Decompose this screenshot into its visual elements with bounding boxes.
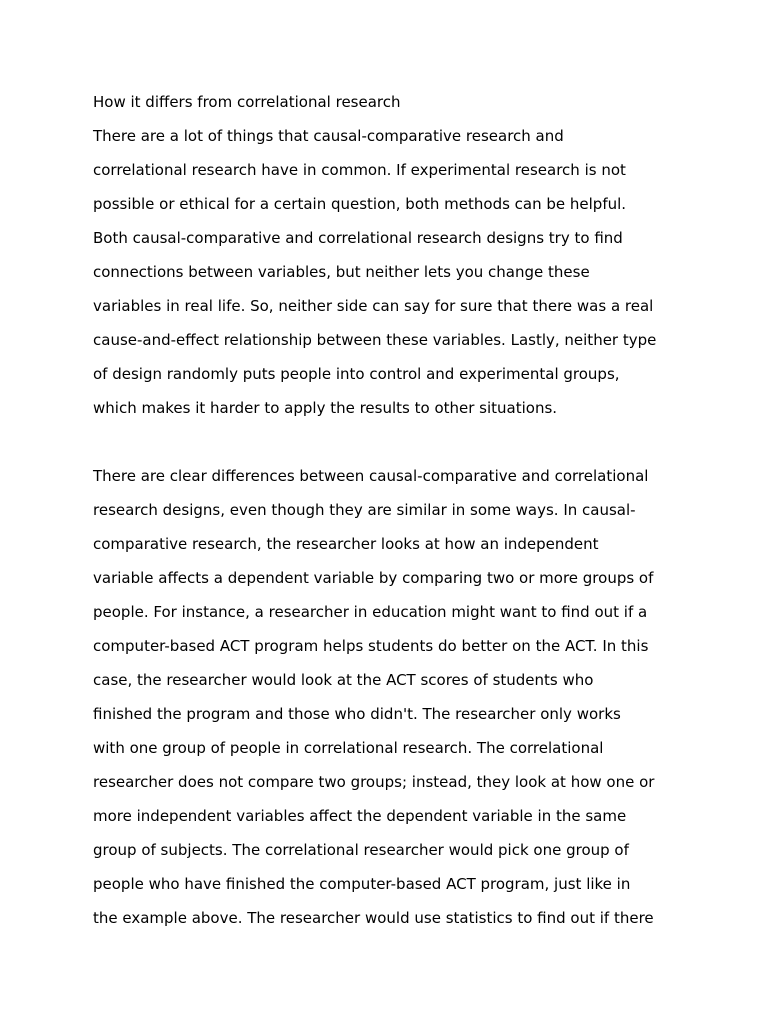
paragraph-2-line: researcher does not compare two groups; instead, they look at how one or — [93, 773, 655, 791]
paragraph-1-line: which makes it harder to apply the results to other situations. — [93, 399, 558, 417]
paragraph-2-line: case, the researcher would look at the ACT scores of students who — [93, 671, 594, 689]
paragraph-2-line: There are clear differences between causal-comparative and correlational — [93, 467, 649, 485]
paragraph-2-line: group of subjects. The correlational researcher would pick one group of — [93, 841, 629, 859]
paragraph-2-line: people. For instance, a researcher in education might want to find out if a — [93, 603, 648, 621]
document-body — [93, 85, 693, 935]
paragraph-2-line: people who have finished the computer-based ACT program, just like in — [93, 875, 631, 893]
paragraph-1-line: of design randomly puts people into control and experimental groups, — [93, 365, 620, 383]
paragraph-1-line: possible or ethical for a certain question, both methods can be helpful. — [93, 195, 627, 213]
paragraph-1 — [93, 119, 693, 425]
paragraph-1-line: Both causal-comparative and correlational research designs try to find — [93, 229, 623, 247]
paragraph-2 — [93, 459, 693, 935]
paragraph-1-line: correlational research have in common. If experimental research is not — [93, 161, 626, 179]
paragraph-1-line: There are a lot of things that causal-comparative research and — [93, 127, 564, 145]
paragraph-2-line: the example above. The researcher would use statistics to find out if there — [93, 909, 654, 927]
paragraph-2-line: with one group of people in correlational research. The correlational — [93, 739, 604, 757]
paragraph-2-line: finished the program and those who didn't. The researcher only works — [93, 705, 621, 723]
paragraph-1-line: cause-and-effect relationship between these variables. Lastly, neither type — [93, 331, 657, 349]
paragraph-1-line: connections between variables, but neither lets you change these — [93, 263, 590, 281]
paragraph-2-line: research designs, even though they are similar in some ways. In causal- — [93, 501, 636, 519]
paragraph-1-line: variables in real life. So, neither side can say for sure that there was a real — [93, 297, 654, 315]
paragraph-2-line: variable affects a dependent variable by comparing two or more groups of — [93, 569, 654, 587]
document-heading: How it differs from correlational research — [93, 93, 401, 111]
paragraph-2-line: comparative research, the researcher looks at how an independent — [93, 535, 599, 553]
paragraph-2-line: more independent variables affect the dependent variable in the same — [93, 807, 627, 825]
paragraph-2-line: computer-based ACT program helps students do better on the ACT. In this — [93, 637, 649, 655]
paragraph-spacer — [93, 425, 693, 459]
